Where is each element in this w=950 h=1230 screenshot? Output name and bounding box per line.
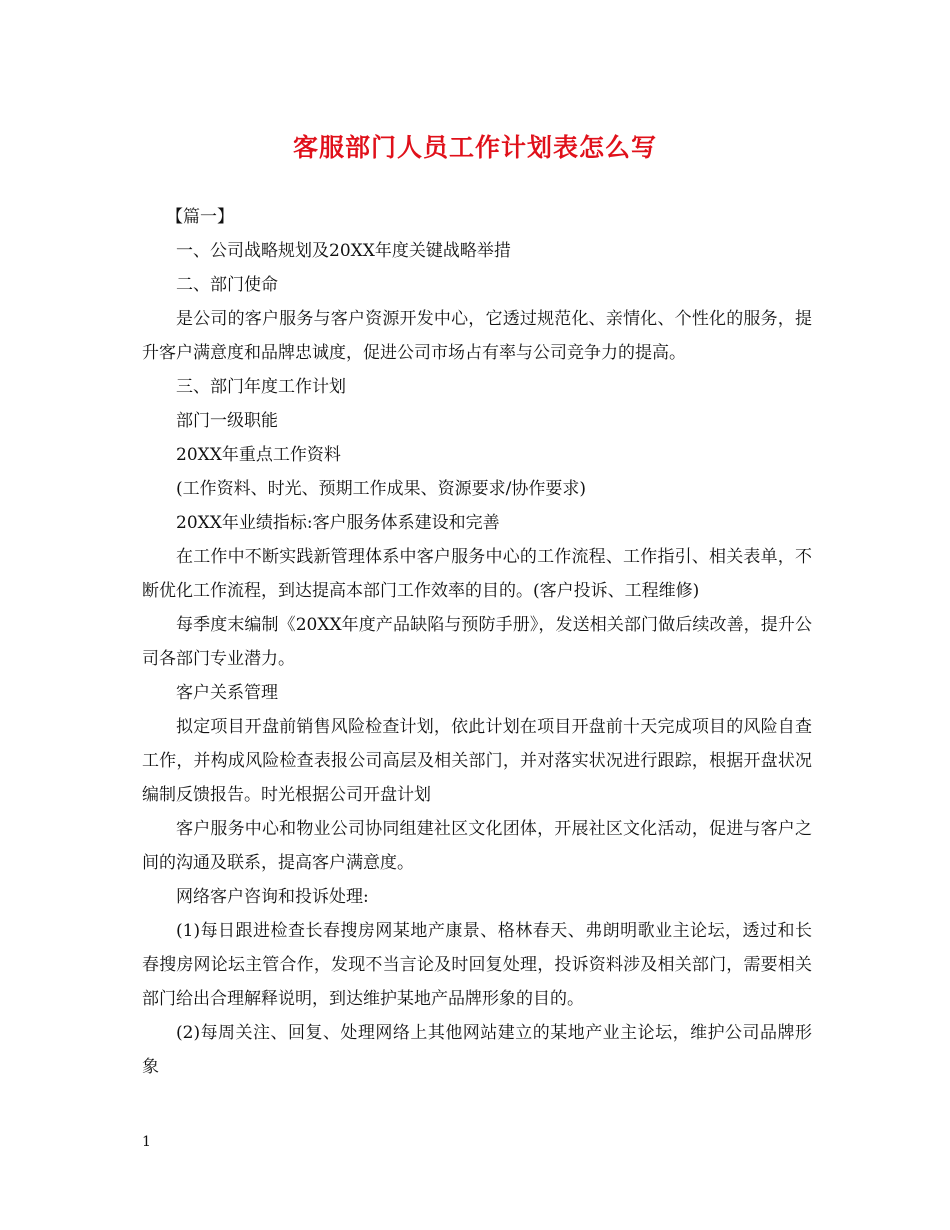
document-body xyxy=(142,200,812,1084)
paragraph: 一、公司战略规划及20XX年度关键战略举措 xyxy=(176,241,511,261)
paragraph: 20XX年业绩指标:客户服务体系建设和完善 xyxy=(176,513,500,533)
paragraph: (工作资料、时光、预期工作成果、资源要求/协作要求) xyxy=(176,479,586,499)
paragraph: (2)每周关注、回复、处理网络上其他网站建立的某地产业主论坛，维护公司品牌形象 xyxy=(142,1023,812,1077)
paragraph: 客户服务中心和物业公司协同组建社区文化团体，开展社区文化活动，促进与客户之间的沟通及联系，提高客户满意度。 xyxy=(142,819,812,873)
paragraph: 三、部门年度工作计划 xyxy=(176,377,346,397)
paragraph: 是公司的客户服务与客户资源开发中心，它透过规范化、亲情化、个性化的服务，提升客户满意度和品牌忠诚度，促进公司市场占有率与公司竞争力的提高。 xyxy=(142,309,812,363)
paragraph: 二、部门使命 xyxy=(176,275,278,295)
paragraph: 拟定项目开盘前销售风险检查计划，依此计划在项目开盘前十天完成项目的风险自查工作，并构成风险检查表报公司高层及相关部门，并对落实状况进行跟踪，根据开盘状况编制反馈报告。时光根据公司开盘计划 xyxy=(142,717,812,805)
paragraph: 客户关系管理 xyxy=(176,683,278,703)
section-label: 【篇一】 xyxy=(166,207,234,227)
paragraph: 在工作中不断实践新管理体系中客户服务中心的工作流程、工作指引、相关表单，不断优化工作流程，到达提高本部门工作效率的目的。(客户投诉、工程维修) xyxy=(142,547,812,601)
paragraph: 每季度末编制《20XX年度产品缺陷与预防手册》，发送相关部门做后续改善，提升公司各部门专业潜力。 xyxy=(142,615,812,669)
document-title: 客服部门人员工作计划表怎么写 xyxy=(292,133,657,162)
paragraph: 20XX年重点工作资料 xyxy=(176,445,341,465)
paragraph: 网络客户咨询和投诉处理: xyxy=(176,887,369,907)
paragraph: (1)每日跟进检查长春搜房网某地产康景、格林春天、弗朗明歌业主论坛，透过和长春搜房网论坛主管合作，发现不当言论及时回复处理，投诉资料涉及相关部门，需要相关部门给出合理解释说明，到达维护某地产品牌形象的目的。 xyxy=(142,921,812,1009)
page-number: 1 xyxy=(142,1134,151,1150)
paragraph: 部门一级职能 xyxy=(176,411,278,431)
